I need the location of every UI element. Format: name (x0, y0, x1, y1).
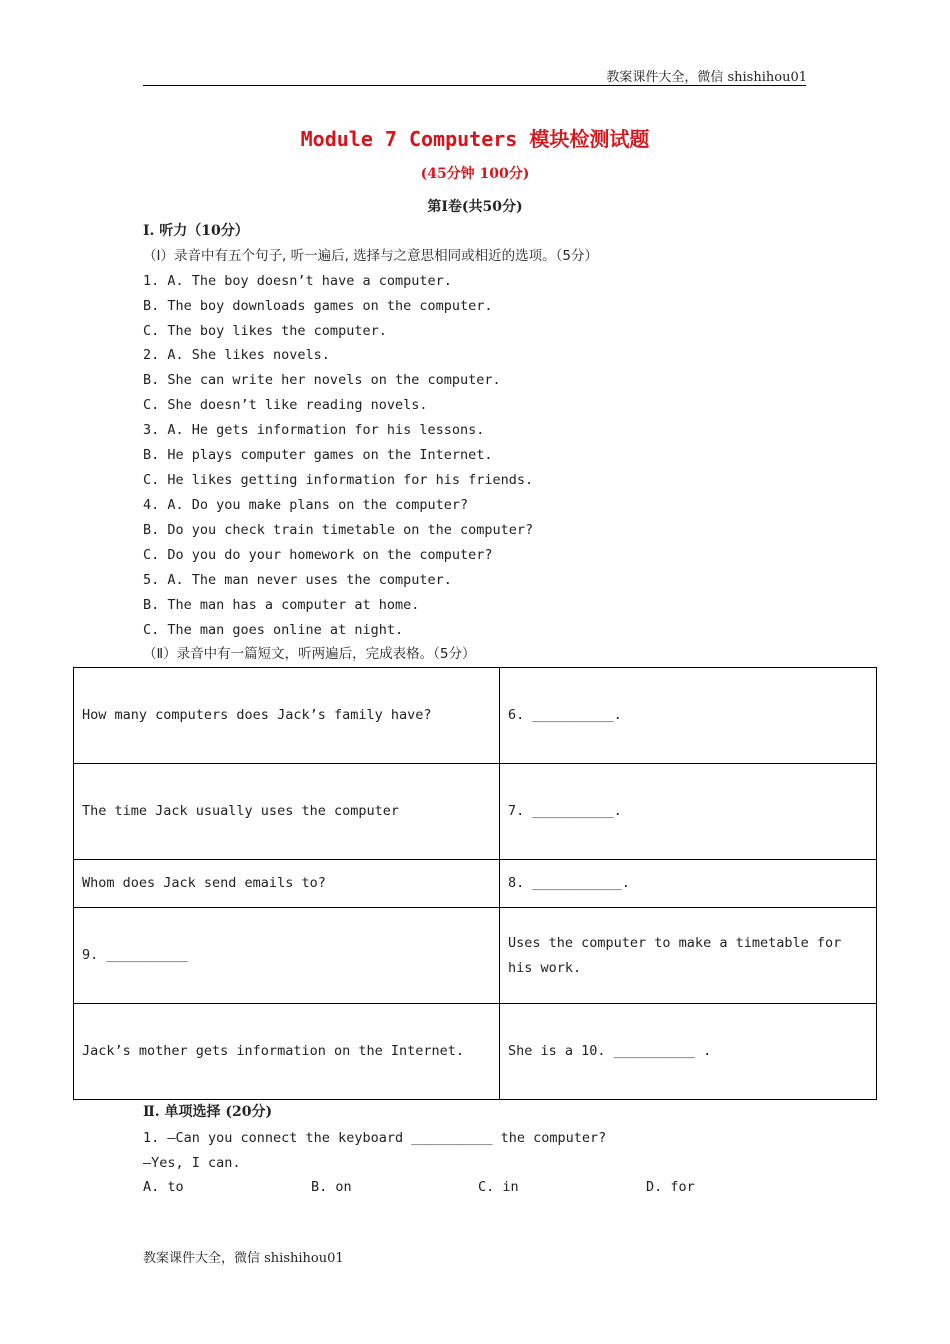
list-item: C. Do you do your homework on the computer? (143, 547, 493, 563)
answer-table (73, 667, 877, 1100)
list-item: C. He likes getting information for his friends. (143, 472, 534, 488)
table-row (74, 1004, 877, 1100)
page-title: Module 7 Computers 模块检测试题 (300, 127, 650, 151)
question-1-answer: —Yes, I can. (143, 1155, 241, 1171)
option-c: C. in (478, 1179, 519, 1195)
table-row (74, 668, 877, 764)
part2-heading: Ⅱ. 单项选择 (20分) (143, 1104, 273, 1120)
list-item: C. The man goes online at night. (143, 622, 404, 638)
list-item: 4. A. Do you make plans on the computer? (143, 497, 469, 513)
option-a: A. to (143, 1179, 184, 1195)
table-row (74, 860, 877, 908)
question-1: 1. —Can you connect the keyboard __________ the computer? (143, 1130, 607, 1146)
option-b: B. on (311, 1179, 352, 1195)
table-row (74, 764, 877, 860)
table-cell: Whom does Jack send emails to? (74, 860, 500, 908)
table-cell: 9. __________ (74, 908, 500, 1004)
page-subtitle: (45分钟 100分) (420, 166, 530, 182)
part1-heading: Ⅰ. 听力（10分） (143, 223, 249, 239)
list-item: B. Do you check train timetable on the computer? (143, 522, 534, 538)
list-item: B. He plays computer games on the Internet. (143, 447, 493, 463)
table-row (74, 908, 877, 1004)
table-cell: 8. ___________. (500, 860, 877, 908)
page-footer: 教案课件大全，微信 shishihou01 (143, 1251, 344, 1266)
part1-sub2: （Ⅱ）录音中有一篇短文，听两遍后，完成表格。（5分） (143, 646, 476, 662)
option-d: D. for (646, 1179, 695, 1195)
table-cell: The time Jack usually uses the computer (74, 764, 500, 860)
header-rule (143, 85, 806, 86)
list-item: B. The man has a computer at home. (143, 597, 420, 613)
page-header: 教案课件大全，微信 shishihou01 (606, 70, 807, 85)
list-item: B. She can write her novels on the computer. (143, 372, 501, 388)
part1-sub1: （Ⅰ）录音中有五个句子, 听一遍后, 选择与之意思相同或相近的选项。（5分） (143, 248, 598, 264)
table-cell: 6. __________. (500, 668, 877, 764)
list-item: C. The boy likes the computer. (143, 323, 387, 339)
table-cell: Jack’s mother gets information on the Internet. (74, 1004, 500, 1100)
table-cell: Uses the computer to make a timetable for his work. (500, 908, 877, 1004)
list-item: 1. A. The boy doesn’t have a computer. (143, 273, 452, 289)
list-item: 5. A. The man never uses the computer. (143, 572, 452, 588)
list-item: 3. A. He gets information for his lessons. (143, 422, 485, 438)
list-item: C. She doesn’t like reading novels. (143, 397, 428, 413)
list-item: B. The boy downloads games on the computer. (143, 298, 493, 314)
volume-heading: 第Ⅰ卷(共50分) (427, 199, 523, 215)
list-item: 2. A. She likes novels. (143, 347, 330, 363)
table-cell: 7. __________. (500, 764, 877, 860)
table-cell: She is a 10. __________ . (500, 1004, 877, 1100)
table-cell: How many computers does Jack’s family have? (74, 668, 500, 764)
